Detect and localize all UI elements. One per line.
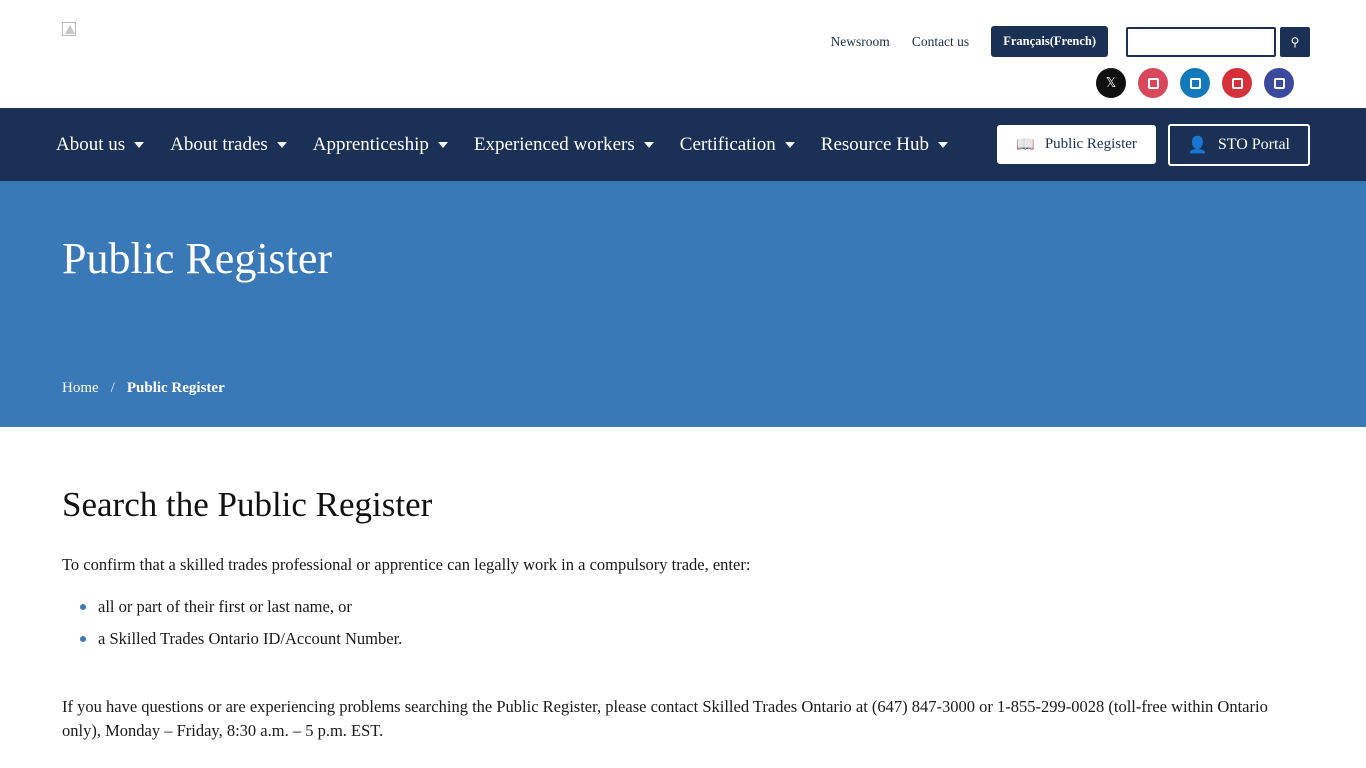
nav-item-about-trades[interactable]	[170, 134, 287, 156]
page-title: Public Register	[62, 234, 333, 283]
sto-portal-button-label: STO Portal	[1217, 135, 1290, 153]
nav-item-label: Certification	[679, 133, 776, 155]
sto-portal-button[interactable]	[1168, 124, 1310, 166]
breadcrumb-home-link[interactable]: Home	[62, 380, 99, 396]
chevron-down-icon	[277, 142, 287, 148]
requirements-list	[62, 594, 1304, 653]
nav-item-label: About us	[56, 133, 126, 155]
public-register-button-label: Public Register	[1044, 136, 1137, 152]
search-icon: ⚲	[1290, 34, 1300, 49]
instagram-icon[interactable]	[1138, 68, 1168, 98]
instagram-glyph	[1148, 78, 1159, 89]
nav-item-label: Resource Hub	[820, 133, 929, 155]
nav-item-about-us[interactable]	[56, 134, 144, 156]
nav-item-label: Experienced workers	[473, 133, 635, 155]
facebook-glyph	[1274, 78, 1285, 89]
breadcrumb	[62, 380, 225, 397]
breadcrumb-current: Public Register	[126, 380, 225, 396]
broken-image-icon	[62, 22, 76, 36]
linkedin-icon[interactable]	[1180, 68, 1210, 98]
newsroom-link[interactable]: Newsroom	[830, 33, 890, 49]
chevron-down-icon	[938, 142, 948, 148]
chevron-down-icon	[438, 142, 448, 148]
linkedin-glyph	[1190, 78, 1201, 89]
list-item: all or part of their first or last name, or	[98, 594, 1304, 620]
social-links	[1096, 68, 1294, 98]
breadcrumb-separator: /	[110, 380, 115, 396]
chevron-down-icon	[644, 142, 654, 148]
main-content	[0, 427, 1366, 744]
nav-item-apprenticeship[interactable]	[313, 134, 448, 156]
nav-item-list	[56, 134, 974, 156]
search-button[interactable]	[1280, 27, 1310, 57]
section-heading: Search the Public Register	[62, 485, 433, 524]
main-navigation	[0, 108, 1366, 181]
list-item: a Skilled Trades Ontario ID/Account Number.	[98, 626, 1304, 652]
page-hero	[0, 181, 1366, 427]
intro-paragraph: To confirm that a skilled trades professional or apprentice can legally work in a compulsory trade, enter:	[62, 555, 751, 574]
nav-item-resource-hub[interactable]	[821, 134, 948, 156]
language-toggle-button[interactable]: Français(French)	[991, 26, 1108, 57]
youtube-glyph	[1232, 78, 1243, 89]
site-logo[interactable]	[62, 22, 222, 72]
nav-item-experienced-workers[interactable]	[474, 134, 654, 156]
contact-paragraph: If you have questions or are experiencing problems searching the Public Register, please contact Skilled Trades Ontario at (647) 847-3000 or 1-855-299-0028 (toll-free within Ontario only), Monday – Friday, 8:30 a.m. – 5 p.m. EST.	[62, 696, 1268, 741]
chevron-down-icon	[785, 142, 795, 148]
nav-item-certification[interactable]	[680, 134, 795, 156]
user-icon: 👤	[1187, 136, 1208, 154]
nav-item-label: Apprenticeship	[312, 133, 429, 155]
facebook-icon[interactable]	[1264, 68, 1294, 98]
nav-actions	[997, 124, 1310, 166]
contact-us-link[interactable]: Contact us	[911, 33, 970, 49]
nav-item-label: About trades	[170, 133, 268, 155]
x-twitter-icon[interactable]: 𝕏	[1096, 68, 1126, 98]
book-icon: 📖	[1016, 137, 1035, 153]
utility-header	[0, 0, 1366, 108]
youtube-icon[interactable]	[1222, 68, 1252, 98]
search-input[interactable]	[1126, 27, 1276, 57]
chevron-down-icon	[134, 142, 144, 148]
public-register-button[interactable]	[997, 125, 1156, 164]
utility-links	[831, 26, 1310, 57]
